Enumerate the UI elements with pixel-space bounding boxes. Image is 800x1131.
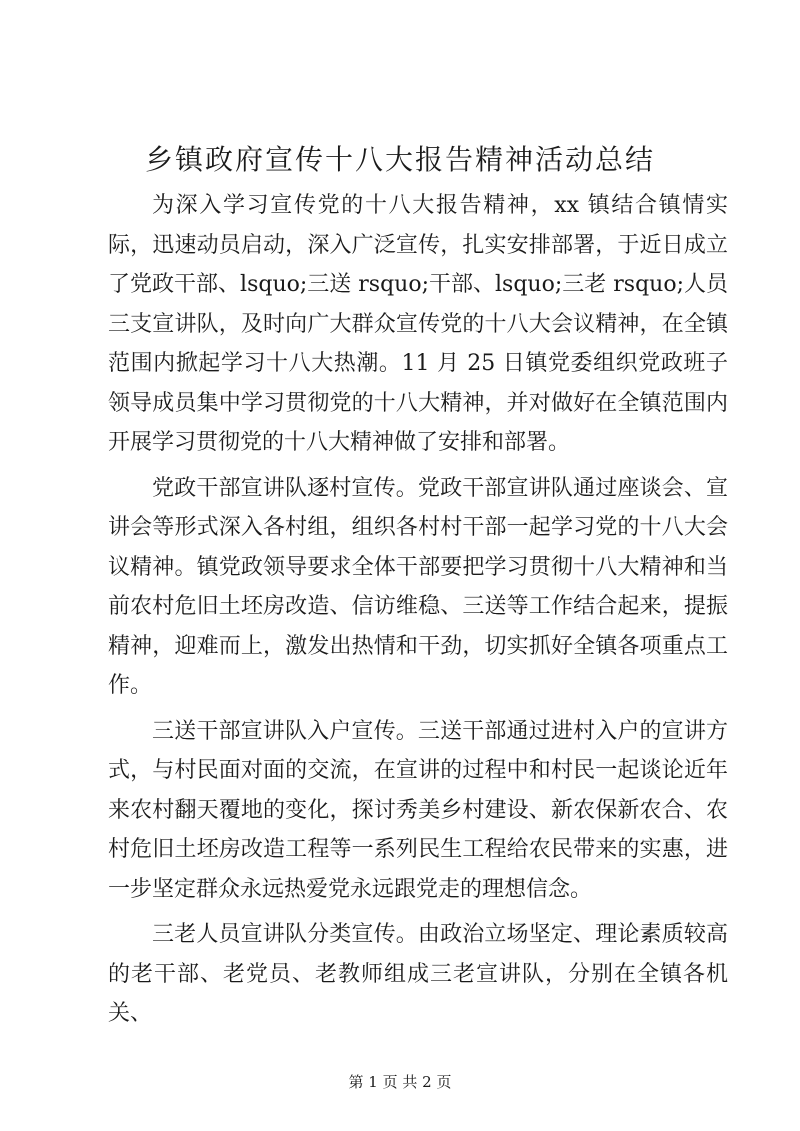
paragraph-three-elder-team: 三老人员宣讲队分类宣传。由政治立场坚定、理论素质较高的老干部、老党员、老教师组成三老宣讲队，分别在全镇各机关、 (108, 922, 728, 1026)
page-footer: 第 1 页 共 2 页 (348, 1073, 452, 1091)
paragraph-intro: 为深入学习宣传党的十八大报告精神，xx 镇结合镇情实际，迅速动员启动，深入广泛宣传，扎实安排部署，于近日成立了党政干部、lsquo;三送 rsquo;干部、lsquo;三老 rsquo;人员三支宣讲队，及时向广大群众宣传党的十八大会议精神，在全镇范围内掀起学习十八大热潮。11 月 25 日镇党委组织党政班子领导成员集中学习贯彻党的十八大精神，并对做好在全镇范围内开展学习贯彻党的十八大精神做了安排和部署。 (108, 193, 728, 455)
paragraph-cadre-team: 党政干部宣讲队逐村宣传。党政干部宣讲队通过座谈会、宣讲会等形式深入各村组，组织各村村干部一起学习党的十八大会议精神。镇党政领导要求全体干部要把学习贯彻十八大精神和当前农村危旧土坯房改造、信访维稳、三送等工作结合起来，提振精神，迎难而上，激发出热情和干劲，切实抓好全镇各项重点工作。 (108, 475, 728, 698)
document-body (108, 186, 728, 1040)
paragraph-three-send-team: 三送干部宣讲队入户宣传。三送干部通过进村入户的宣讲方式，与村民面对面的交流，在宣讲的过程中和村民一起谈论近年来农村翻天覆地的变化，探讨秀美乡村建设、新农保新农合、农村危旧土坯房改造工程等一系列民生工程给农民带来的实惠，进一步坚定群众永远热爱党永远跟党走的理想信念。 (108, 718, 728, 902)
document-title: 乡镇政府宣传十八大报告精神活动总结 (144, 143, 655, 176)
